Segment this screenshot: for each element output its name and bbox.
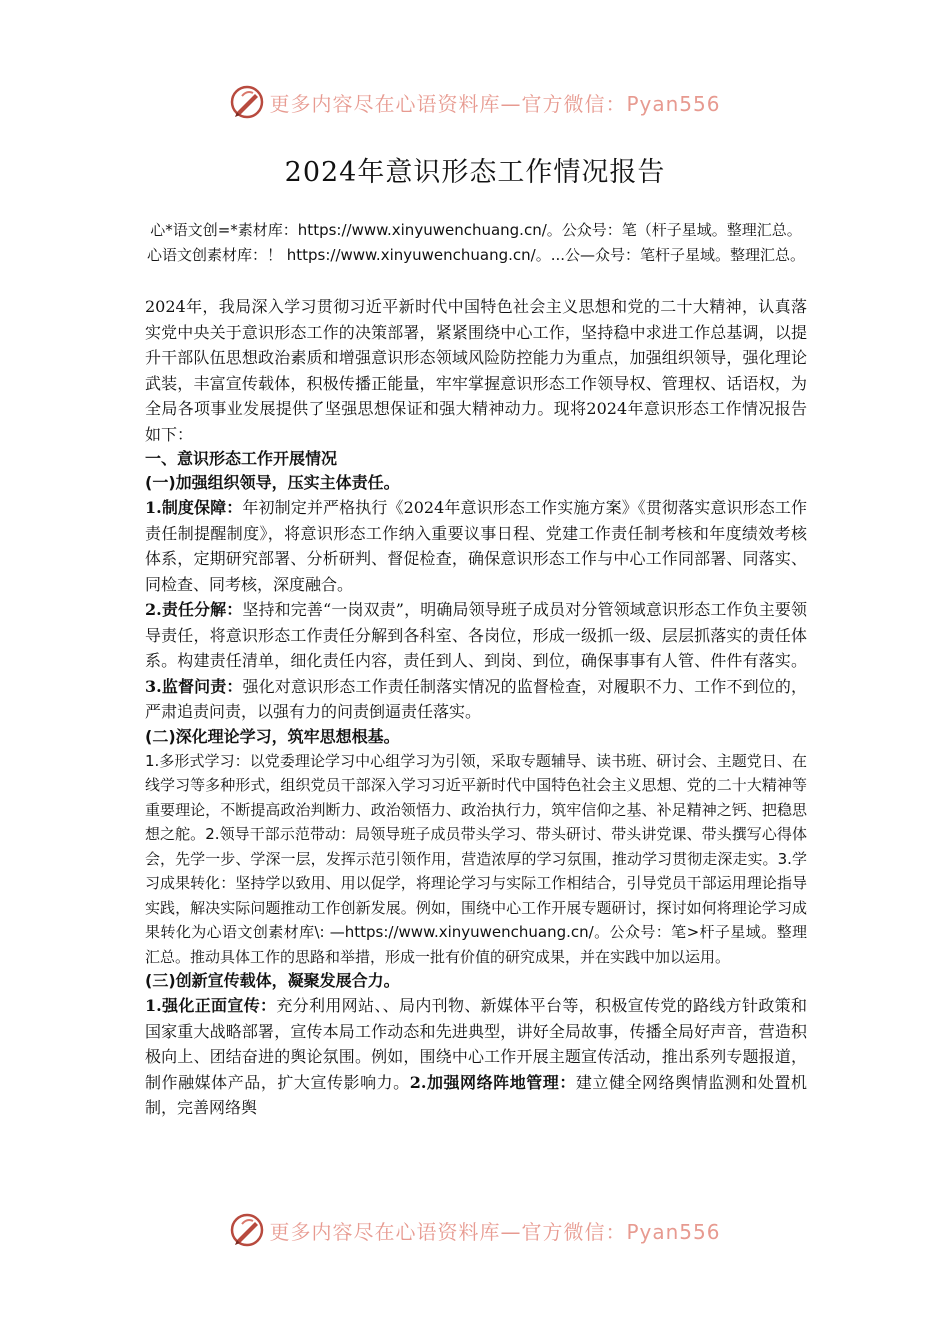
item-text: 建立健全网络舆情监测和处置机制，完善网络舆 bbox=[145, 1072, 807, 1117]
pen-logo-icon bbox=[229, 84, 265, 120]
item-label: 1.制度保障： bbox=[145, 498, 243, 517]
section-heading: 一、意识形态工作开展情况 bbox=[145, 449, 338, 468]
item-label: 3.监督问责： bbox=[145, 676, 243, 696]
item-label: 2.责任分解： bbox=[145, 600, 243, 619]
item-label: 1.强化正面宣传： bbox=[145, 996, 277, 1015]
footer-watermark-text: 更多内容尽在心语资料库—官方微信：Pyan556 bbox=[269, 1219, 721, 1244]
item-text: 坚持和完善“一岗双责”，明确局领导班子成员对分管领域意识形态工作负主要领导责任，将意识形态工作责任分解到各科室、各岗位，形成一级抓一级、层层抓落实的责任体系。构建责任清单，细化责任内容，责任到人、到岗、到位，确保事事有人管、件件有落实。 bbox=[145, 600, 807, 670]
paragraph bbox=[145, 597, 807, 725]
paragraph bbox=[145, 993, 807, 1121]
item-text: 年初制定并严格执行《2024年意识形态工作实施方案》《贯彻落实意识形态工作责任制提醒制度》，将意识形态工作纳入重要议事日程、党建工作责任制考核和年度绩效考核体系，定期研究部署、分析研判、督促检查，确保意识形态工作与中心工作同部署、同落实、同检查、同考核，深度融合。 bbox=[145, 498, 807, 594]
header-watermark-banner bbox=[0, 80, 950, 124]
item-text: 充分利用网站、、局内刊物、新媒体平台等，积极宣传党的路线方针政策和国家重大战略部署，宣传本局工作动态和先进典型，讲好全局故事，传播全局好声音，营造积极向上、团结奋进的舆论氛围。例如，围绕中心工作开展主题宣传活动，推出系列专题报道，制作融媒体产品，扩大宣传影响力。 bbox=[145, 996, 807, 1092]
paragraph bbox=[145, 495, 807, 597]
intro-paragraph: 2024年，我局深入学习贯彻习近平新时代中国特色社会主义思想和党的二十大精神，认真落实党中央关于意识形态工作的决策部署，紧紧围绕中心工作，坚持稳中求进工作总基调，以提升干部队伍思想政治素质和增强意识形态领域风险防控能力为重点，加强组织领导，强化理论武装，丰富宣传载体，积极传播正能量，牢牢掌握意识形态工作领导权、管理权、话语权，为全局各项事业发展提供了坚强思想保证和强大精神动力。现将2024年意识形态工作情况报告如下： bbox=[145, 297, 807, 444]
subsection-heading: (三)创新宣传载体，凝聚发展合力。 bbox=[145, 971, 400, 990]
source-note: 心*语文创=*素材库：https://www.xinyuwenchuang.cn/。公众号：笔（杆子星域。整理汇总。心语文创素材库：！ https://www.xinyuwenchuang.cn/。...公—众号：笔杆子星域。整理汇总。 bbox=[146, 221, 806, 264]
pen-logo-icon bbox=[229, 1212, 265, 1248]
subsection-heading: (二)深化理论学习，筑牢思想根基。 bbox=[145, 726, 400, 746]
document-title: 2024年意识形态工作情况报告 bbox=[284, 157, 666, 188]
document-body bbox=[145, 294, 807, 1121]
header-watermark-text: 更多内容尽在心语资料库—官方微信：Pyan556 bbox=[269, 91, 721, 116]
item-label: 2.加强网络阵地管理： bbox=[409, 1072, 576, 1092]
paragraph: 1.多形式学习：以党委理论学习中心组学习为引领，采取专题辅导、读书班、研讨会、主题党日、在线学习等多种形式，组织党员干部深入学习习近平新时代中国特色社会主义思想、党的二十大精神等重要理论，不断提高政治判断力、政治领悟力、政治执行力，筑牢信仰之基、补足精神之钙、把稳思想之舵。2.领导干部示范带动：局领导班子成员带头学习、带头研讨、带头讲党课、带头撰写心得体会，先学一步、学深一层，发挥示范引领作用，营造浓厚的学习氛围，推动学习贯彻走深走实。3.学习成果转化：坚持学以致用、用以促学，将理论学习与实际工作相结合，引导党员干部运用理论指导实践，解决实际问题推动工作创新发展。例如，围绕中心工作开展专题研讨，探讨如何将理论学习成果转化为心语文创素材库\: —https://www.xinyuwenchuang.cn/。公众号：笔>杆子星域。整理汇总。推动具体工作的思路和举措，形成一批有价值的研究成果，并在实践中加以运用。 bbox=[145, 751, 807, 966]
footer-watermark-banner bbox=[0, 1208, 950, 1252]
item-text: 强化对意识形态工作责任制落实情况的监督检查，对履职不力、工作不到位的，严肃追责问责，以强有力的问责倒逼责任落实。 bbox=[145, 676, 807, 721]
subsection-heading: (一)加强组织领导，压实主体责任。 bbox=[145, 473, 400, 492]
